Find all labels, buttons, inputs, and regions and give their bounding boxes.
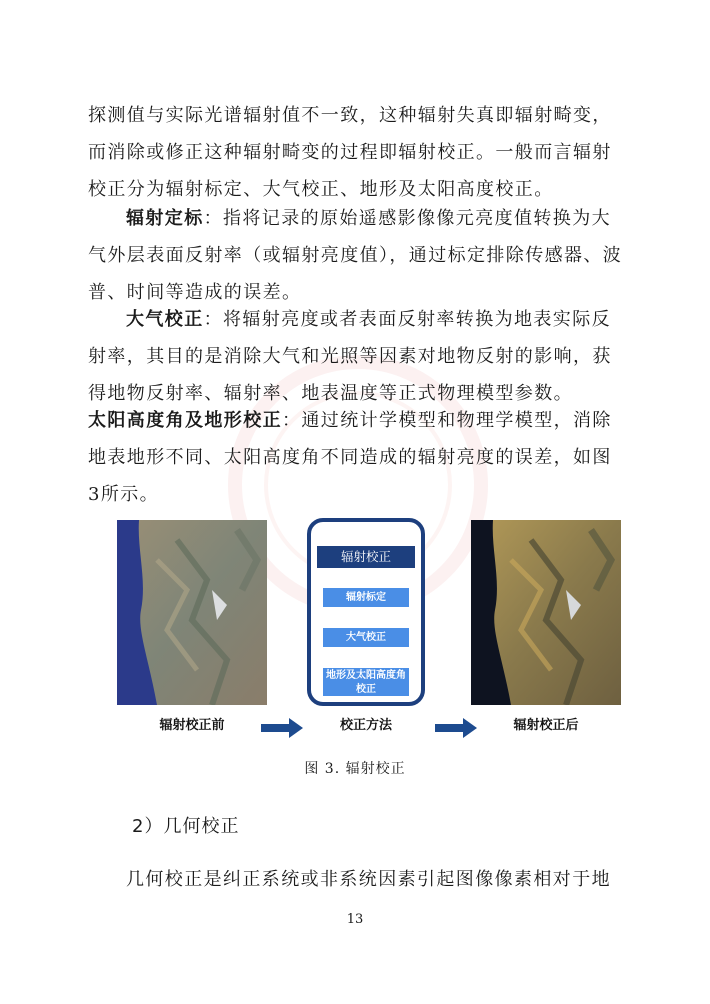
- page-number: 13: [346, 912, 364, 927]
- method-item-atmospheric: 大气校正: [323, 628, 409, 647]
- paragraph-atmospheric-correction: [88, 301, 624, 412]
- correction-method-box: [307, 518, 425, 706]
- section-number: 2）: [132, 816, 164, 837]
- label-before-correction: 辐射校正前: [159, 718, 225, 733]
- intro-text: 探测值与实际光谱辐射值不一致，这种辐射失真即辐射畸变，而消除或修正这种辐射畸变的过程即辐射校正。一般而言辐射校正分为辐射标定、大气校正、地形及太阳高度校正。: [88, 105, 612, 200]
- satellite-image-before: [117, 520, 267, 705]
- paragraph-radiometric-calibration: [88, 200, 624, 311]
- body-radiometric-calibration: ：指将记录的原始遥感影像像元亮度值转换为大气外层表面反射率（或辐射亮度值），通过标定排除传感器、波普、时间等造成的误差。: [88, 208, 623, 303]
- geometric-correction-text: 几何校正是纠正系统或非系统因素引起图像像素相对于地: [126, 869, 611, 890]
- term-atmospheric-correction: 大气校正: [126, 309, 204, 330]
- section-title: 几何校正: [163, 816, 240, 837]
- figure-radiometric-correction: [115, 518, 625, 738]
- section-heading: [132, 812, 239, 838]
- body-terrain-solar-correction: ：通过统计学模型和物理学模型，消除地表地形不同、太阳高度角不同造成的辐射亮度的误差，如图3所示。: [88, 410, 612, 505]
- paragraph-geometric-correction: [88, 861, 624, 898]
- label-after-correction: 辐射校正后: [513, 718, 579, 733]
- figure-caption: 图 3. 辐射校正: [304, 761, 406, 777]
- label-correction-method: 校正方法: [339, 718, 392, 733]
- method-item-calibration: 辐射标定: [323, 588, 409, 607]
- term-radiometric-calibration: 辐射定标: [126, 208, 204, 229]
- term-terrain-solar-correction: 太阳高度角及地形校正: [88, 410, 282, 431]
- paragraph-terrain-solar-correction: [88, 402, 624, 513]
- satellite-image-after: [471, 520, 621, 705]
- paragraph-intro: [88, 97, 624, 208]
- method-item-terrain-solar: 地形及太阳高度角校正: [323, 668, 409, 696]
- method-title: 辐射校正: [317, 546, 415, 568]
- body-atmospheric-correction: ：将辐射亮度或者表面反射率转换为地表实际反射率，其目的是消除大气和光照等因素对地物反射的影响，获得地物反射率、辐射率、地表温度等正式物理模型参数。: [88, 309, 612, 404]
